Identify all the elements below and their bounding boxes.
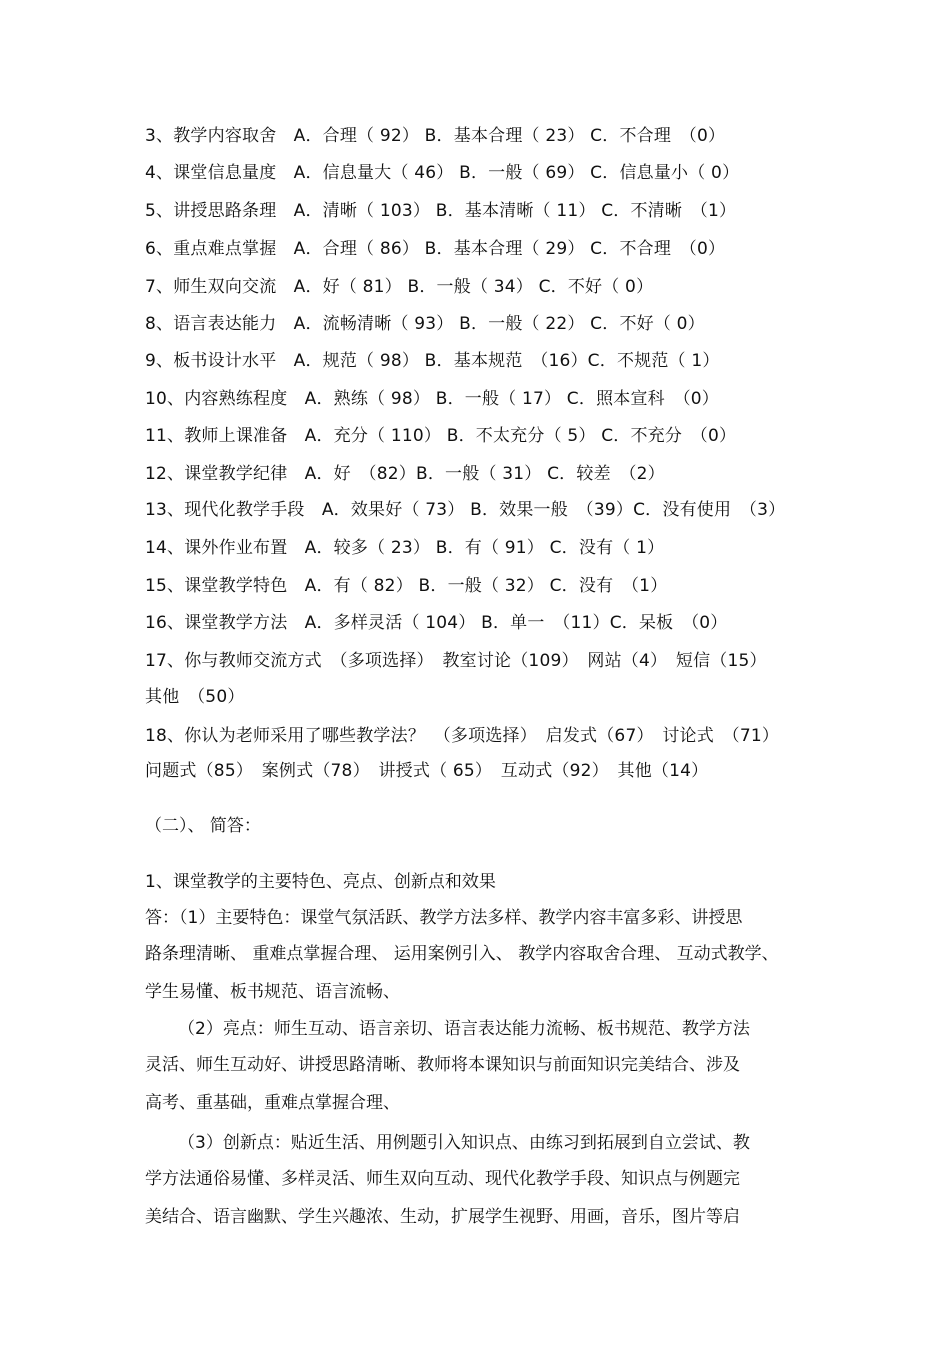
- survey-item-8: 8、语言表达能力 A．流畅清晰（ 93） B．一般（ 22） C．不好（ 0）: [145, 314, 705, 334]
- section-heading: （二）、 简答：: [145, 816, 261, 836]
- question-1: 1、课堂教学的主要特色、亮点、创新点和效果: [145, 872, 496, 892]
- answer-part3-line1: （3）创新点：贴近生活、用例题引入知识点、由练习到拓展到自立尝试、教: [178, 1133, 750, 1153]
- survey-item-3: 3、教学内容取舍 A．合理（ 92） B．基本合理（ 23） C．不合理 （0）: [145, 126, 726, 146]
- survey-item-11: 11、教师上课准备 A．充分（ 110） B．不太充分（ 5） C．不充分 （0）: [145, 426, 737, 446]
- answer-part1-line2: 路条理清晰、 重难点掌握合理、 运用案例引入、 教学内容取舍合理、 互动式教学、: [145, 944, 779, 964]
- survey-item-15: 15、课堂教学特色 A．有（ 82） B．一般（ 32） C．没有 （1）: [145, 576, 668, 596]
- answer-part1-line1: 答：（1）主要特色：课堂气氛活跃、教学方法多样、教学内容丰富多彩、讲授思: [145, 908, 743, 928]
- survey-item-17-line2: 其他 （50）: [145, 687, 245, 707]
- survey-item-13: 13、现代化教学手段 A．效果好（ 73） B．效果一般 （39）C．没有使用 （3）: [145, 500, 786, 520]
- survey-item-5: 5、讲授思路条理 A．清晰（ 103） B．基本清晰（ 11） C．不清晰 （1）: [145, 201, 737, 221]
- survey-item-7: 7、师生双向交流 A．好（ 81） B．一般（ 34） C．不好（ 0）: [145, 277, 654, 297]
- survey-item-9: 9、板书设计水平 A．规范（ 98） B．基本规范 （16）C．不规范（ 1）: [145, 351, 720, 371]
- survey-item-16: 16、课堂教学方法 A．多样灵活（ 104） B．单一 （11）C．呆板 （0）: [145, 613, 728, 633]
- survey-item-14: 14、课外作业布置 A．较多（ 23） B．有（ 91） C．没有（ 1）: [145, 538, 665, 558]
- survey-item-18-line1: 18、你认为老师采用了哪些教学法？ （多项选择） 启发式（67） 讨论式 （71）: [145, 726, 780, 746]
- answer-part3-line3: 美结合、语言幽默、学生兴趣浓、生动，扩展学生视野、用画，音乐，图片等启: [145, 1207, 740, 1227]
- answer-part1-line3: 学生易懂、板书规范、语言流畅、: [145, 982, 400, 1002]
- survey-item-10: 10、内容熟练程度 A．熟练（ 98） B．一般（ 17） C．照本宣科 （0）: [145, 389, 719, 409]
- survey-item-17-line1: 17、你与教师交流方式 （多项选择） 教室讨论（109） 网站（4） 短信（15）: [145, 651, 767, 671]
- survey-item-18-line2: 问题式（85） 案例式（78） 讲授式（ 65） 互动式（92） 其他（14）: [145, 761, 709, 781]
- answer-part3-line2: 学方法通俗易懂、多样灵活、师生双向互动、现代化教学手段、知识点与例题完: [145, 1169, 740, 1189]
- survey-item-6: 6、重点难点掌握 A．合理（ 86） B．基本合理（ 29） C．不合理 （0）: [145, 239, 726, 259]
- survey-item-4: 4、课堂信息量度 A．信息量大（ 46） B．一般（ 69） C．信息量小（ 0）: [145, 163, 740, 183]
- answer-part2-line1: （2）亮点：师生互动、语言亲切、语言表达能力流畅、板书规范、教学方法: [178, 1019, 750, 1039]
- answer-part2-line2: 灵活、师生互动好、讲授思路清晰、教师将本课知识与前面知识完美结合、涉及: [145, 1055, 740, 1075]
- survey-item-12: 12、课堂教学纪律 A．好 （82）B．一般（ 31） C．较差 （2）: [145, 464, 665, 484]
- answer-part2-line3: 高考、重基础，重难点掌握合理、: [145, 1093, 400, 1113]
